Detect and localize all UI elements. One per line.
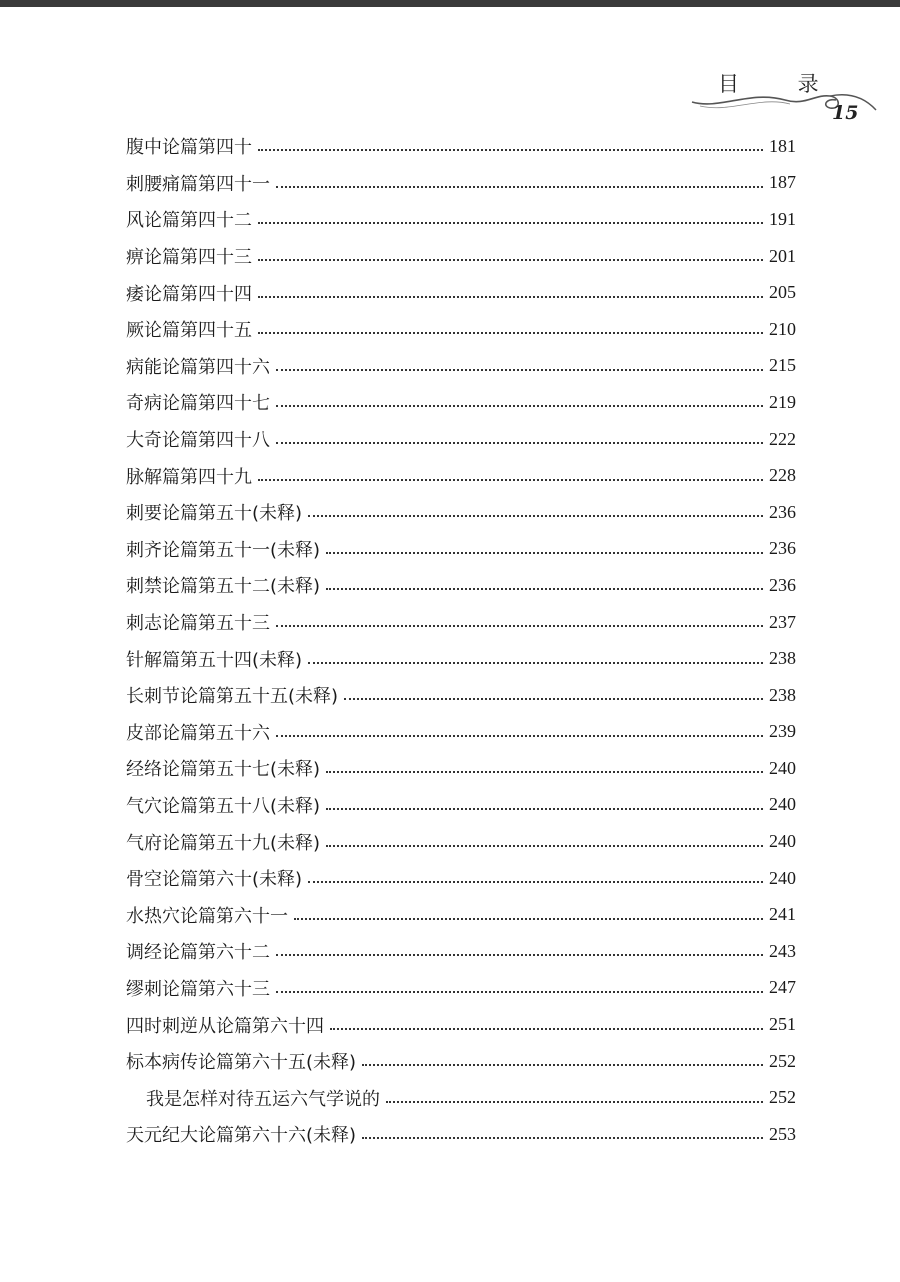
dot-leader bbox=[386, 1101, 763, 1103]
dot-leader bbox=[276, 991, 763, 993]
dot-leader bbox=[326, 845, 763, 847]
toc-entry-page: 238 bbox=[769, 684, 796, 705]
dot-leader bbox=[326, 552, 763, 554]
toc-entry-page: 219 bbox=[769, 391, 796, 412]
toc-entry-title: 天元纪大论篇第六十六(未释) bbox=[126, 1125, 357, 1147]
toc-entry-page: 236 bbox=[769, 538, 796, 559]
dot-leader bbox=[362, 1137, 763, 1139]
toc-entry-page: 252 bbox=[769, 1050, 796, 1071]
toc-entry-page: 247 bbox=[769, 977, 796, 998]
dot-leader bbox=[294, 918, 763, 920]
toc-entry-title: 标本病传论篇第六十五(未释) bbox=[126, 1052, 357, 1074]
toc-entry-page: 240 bbox=[769, 867, 796, 888]
toc-entry[interactable] bbox=[126, 787, 796, 824]
toc-entry-title: 厥论篇第四十五 bbox=[126, 320, 252, 342]
toc-entry-page: 215 bbox=[769, 355, 796, 376]
toc-entry-page: 253 bbox=[769, 1123, 796, 1144]
dot-leader bbox=[308, 881, 763, 883]
toc-entry[interactable] bbox=[126, 640, 796, 677]
toc-entry-title: 痹论篇第四十三 bbox=[126, 247, 252, 269]
page-number: 15 bbox=[832, 102, 859, 124]
dot-leader bbox=[258, 479, 763, 481]
toc-entry[interactable] bbox=[126, 1116, 796, 1153]
toc-entry-page: 236 bbox=[769, 501, 796, 522]
toc-entry-title: 经络论篇第五十七(未释) bbox=[126, 759, 321, 781]
toc-entry-title: 骨空论篇第六十(未释) bbox=[126, 869, 303, 891]
toc-entry-title: 风论篇第四十二 bbox=[126, 210, 252, 232]
dot-leader bbox=[258, 259, 763, 261]
dot-leader bbox=[326, 588, 763, 590]
toc-entry[interactable] bbox=[126, 933, 796, 970]
toc-entry-page: 240 bbox=[769, 831, 796, 852]
toc-entry-title: 四时刺逆从论篇第六十四 bbox=[126, 1015, 324, 1037]
toc-entry-page: 238 bbox=[769, 648, 796, 669]
toc-entry-page: 236 bbox=[769, 574, 796, 595]
toc-entry[interactable] bbox=[126, 896, 796, 933]
dot-leader bbox=[326, 808, 763, 810]
toc-entry-page: 210 bbox=[769, 318, 796, 339]
toc-entry-title: 痿论篇第四十四 bbox=[126, 283, 252, 305]
toc-entry-page: 205 bbox=[769, 282, 796, 303]
dot-leader bbox=[258, 222, 763, 224]
toc-entry-title: 长刺节论篇第五十五(未释) bbox=[126, 686, 339, 708]
dot-leader bbox=[276, 625, 763, 627]
toc-entry[interactable] bbox=[126, 238, 796, 275]
top-border-rule bbox=[0, 0, 900, 7]
toc-entry[interactable] bbox=[126, 274, 796, 311]
toc-entry-title: 刺要论篇第五十(未释) bbox=[126, 503, 303, 525]
dot-leader bbox=[344, 698, 763, 700]
toc-entry[interactable] bbox=[126, 311, 796, 348]
toc-entry-title: 气府论篇第五十九(未释) bbox=[126, 832, 321, 854]
toc-entry[interactable] bbox=[126, 494, 796, 531]
toc-entry[interactable] bbox=[146, 1079, 796, 1116]
dot-leader bbox=[276, 954, 763, 956]
toc-entry[interactable] bbox=[126, 384, 796, 421]
dot-leader bbox=[308, 662, 763, 664]
toc-entry-title: 我是怎样对待五运六气学说的 bbox=[146, 1088, 380, 1110]
dot-leader bbox=[362, 1064, 763, 1066]
toc-entry[interactable] bbox=[126, 677, 796, 714]
toc-entry-page: 252 bbox=[769, 1087, 796, 1108]
dot-leader bbox=[330, 1028, 763, 1030]
toc-entry[interactable] bbox=[126, 201, 796, 238]
toc-entry-title: 刺志论篇第五十三 bbox=[126, 613, 270, 635]
toc-entry[interactable] bbox=[126, 421, 796, 458]
toc-entry-title: 刺齐论篇第五十一(未释) bbox=[126, 539, 321, 561]
toc-entry-title: 奇病论篇第四十七 bbox=[126, 393, 270, 415]
dot-leader bbox=[308, 515, 763, 517]
toc-entry[interactable] bbox=[126, 1006, 796, 1043]
toc-entry-title: 腹中论篇第四十 bbox=[126, 137, 252, 159]
toc-entry-page: 251 bbox=[769, 1014, 796, 1035]
toc-entry-title: 脉解篇第四十九 bbox=[126, 466, 252, 488]
toc-entry-page: 187 bbox=[769, 172, 796, 193]
toc-entry[interactable] bbox=[126, 604, 796, 641]
toc-entry-page: 222 bbox=[769, 428, 796, 449]
toc-entry-title: 气穴论篇第五十八(未释) bbox=[126, 795, 321, 817]
dot-leader bbox=[276, 186, 763, 188]
toc-entry-title: 调经论篇第六十二 bbox=[126, 942, 270, 964]
toc-entry-page: 181 bbox=[769, 135, 796, 156]
toc-entry-title: 刺腰痛篇第四十一 bbox=[126, 173, 270, 195]
toc-entry-page: 240 bbox=[769, 794, 796, 815]
toc-entry-title: 针解篇第五十四(未释) bbox=[126, 649, 303, 671]
toc-entry-page: 243 bbox=[769, 940, 796, 961]
dot-leader bbox=[258, 332, 763, 334]
toc-entry-page: 241 bbox=[769, 904, 796, 925]
dot-leader bbox=[258, 149, 763, 151]
toc-entry-title: 缪刺论篇第六十三 bbox=[126, 978, 270, 1000]
toc-entry[interactable] bbox=[126, 970, 796, 1007]
toc-entry[interactable] bbox=[126, 567, 796, 604]
toc-entry-title: 病能论篇第四十六 bbox=[126, 356, 270, 378]
toc-entry-page: 201 bbox=[769, 245, 796, 266]
toc-entry[interactable] bbox=[126, 348, 796, 385]
toc-entry-page: 237 bbox=[769, 611, 796, 632]
toc-entry[interactable] bbox=[126, 823, 796, 860]
toc-entry-page: 239 bbox=[769, 721, 796, 742]
toc-entry[interactable] bbox=[126, 714, 796, 751]
dot-leader bbox=[276, 369, 763, 371]
toc-entry-page: 240 bbox=[769, 757, 796, 778]
toc-entry[interactable] bbox=[126, 860, 796, 897]
dot-leader bbox=[276, 405, 763, 407]
header-title: 目 录 bbox=[718, 72, 845, 96]
toc-entry[interactable] bbox=[126, 750, 796, 787]
dot-leader bbox=[326, 771, 763, 773]
toc-entry-page: 191 bbox=[769, 208, 796, 229]
toc-entry-title: 刺禁论篇第五十二(未释) bbox=[126, 576, 321, 598]
dot-leader bbox=[276, 442, 763, 444]
toc-entry-title: 水热穴论篇第六十一 bbox=[126, 905, 288, 927]
toc-entry-title: 皮部论篇第五十六 bbox=[126, 722, 270, 744]
toc-entry[interactable] bbox=[126, 165, 796, 202]
toc-entry[interactable] bbox=[126, 1043, 796, 1080]
toc-entry-title: 大奇论篇第四十八 bbox=[126, 430, 270, 452]
toc-entry[interactable] bbox=[126, 457, 796, 494]
toc-entry[interactable] bbox=[126, 531, 796, 568]
toc-entry-page: 228 bbox=[769, 465, 796, 486]
toc-entry[interactable] bbox=[126, 128, 796, 165]
table-of-contents bbox=[0, 128, 900, 1153]
dot-leader bbox=[276, 735, 763, 737]
dot-leader bbox=[258, 296, 763, 298]
